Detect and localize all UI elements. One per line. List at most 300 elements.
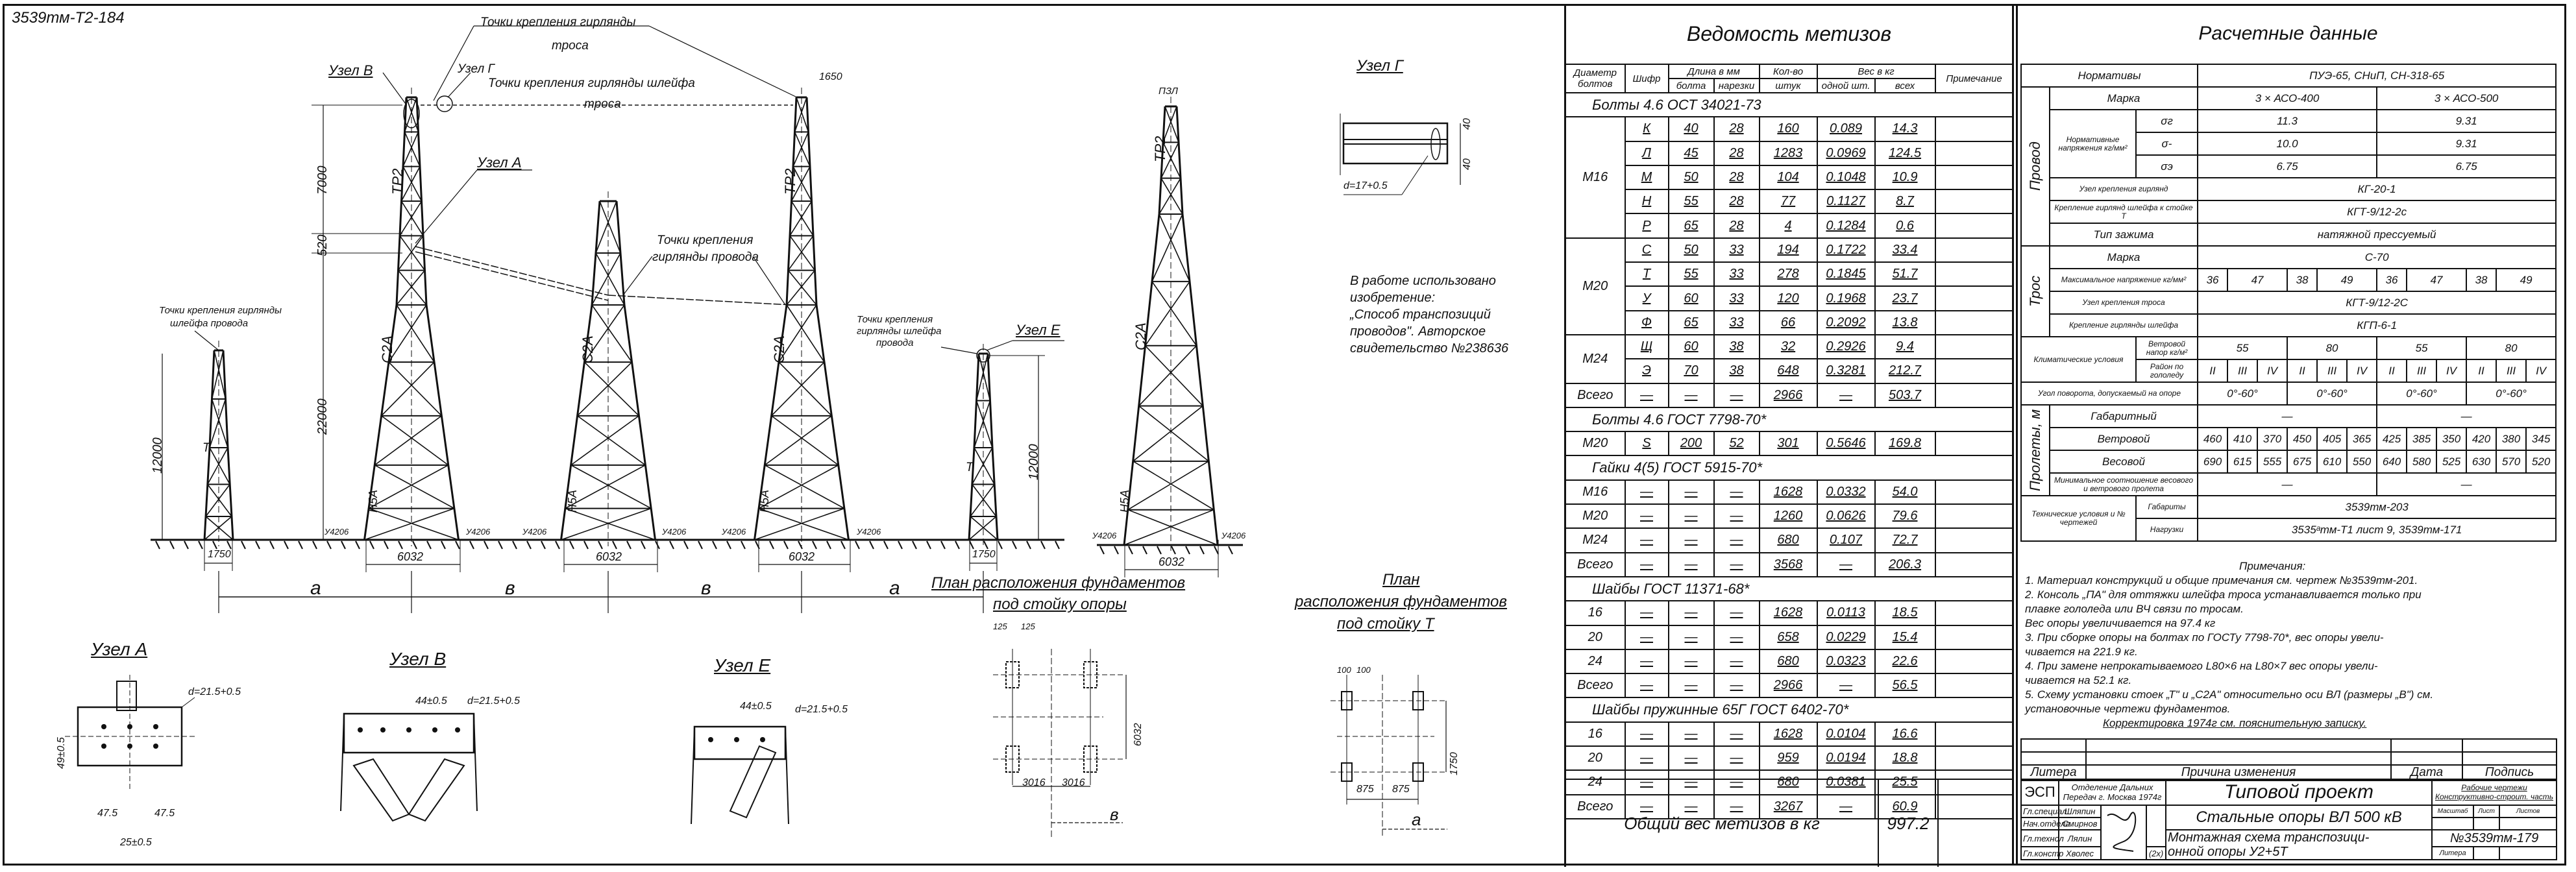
label-climate: Климатические условия xyxy=(2021,337,2136,382)
cell-note xyxy=(1935,673,2013,697)
tower-brace xyxy=(1139,406,1209,461)
tower-leg xyxy=(755,97,797,540)
tower-brace xyxy=(1133,406,1203,461)
cell-unit-weight: 0.1968 xyxy=(1817,286,1875,310)
detail-b-brace xyxy=(409,759,464,821)
bolt-hole xyxy=(358,727,363,733)
span-b: в xyxy=(701,577,711,599)
cell-unit-weight: 0.089 xyxy=(1817,117,1875,141)
value-wind-span: 365 xyxy=(2347,428,2377,450)
cell-thread-length: — xyxy=(1714,722,1760,746)
plan2-title-3: под стойку Т xyxy=(1337,615,1434,633)
value-gabarity: 3539тм-203 xyxy=(2198,496,2556,518)
cell-code: К xyxy=(1625,117,1669,141)
ground-hatch xyxy=(1012,541,1016,549)
dim-22000: 22000 xyxy=(315,398,330,435)
ground-hatch xyxy=(284,541,288,549)
value-min-ratio: — xyxy=(2377,473,2556,496)
bolt-hole xyxy=(455,727,460,733)
value-angle: 0°-60° xyxy=(2287,382,2377,405)
cell-unit-weight: — xyxy=(1817,383,1875,407)
label-node-e: Узел Е xyxy=(1016,322,1061,338)
pitch-dim: 44±0.5 xyxy=(740,701,772,712)
cell-code: Т xyxy=(1625,262,1669,286)
ground-hatch xyxy=(670,541,674,549)
label-tross-points: Точки крепления гирлянды xyxy=(480,16,636,29)
label-tp2: ТР2 xyxy=(389,168,406,195)
value-weight-span: 580 xyxy=(2407,450,2436,473)
cell-code: — xyxy=(1625,504,1669,528)
value-ice-region: III xyxy=(2227,359,2257,382)
notes-correction: Корректировка 1974г см. пояснительную записку. xyxy=(2103,717,2367,729)
label-tech-conditions: Технические условия и № чертежей xyxy=(2021,496,2136,541)
header-one: одной шт. xyxy=(1817,79,1875,93)
cell-diameter: М16 xyxy=(1565,117,1625,237)
invention-note xyxy=(1350,272,1508,357)
detail-b-leg xyxy=(341,714,344,811)
ground-hatch xyxy=(784,541,788,549)
table-row xyxy=(1565,117,2013,141)
cell-total-weight: 15.4 xyxy=(1875,625,1935,649)
ground-hatch xyxy=(370,541,374,549)
cell-code: Э xyxy=(1625,359,1669,383)
label-sigma: σ- xyxy=(2136,132,2198,155)
dim-1750: 1750 xyxy=(208,549,231,560)
ground-hatch xyxy=(1186,546,1190,554)
cell-total-weight: 13.8 xyxy=(1875,311,1935,335)
label-n5a: Н5А xyxy=(758,489,771,513)
tower-leg xyxy=(807,97,849,540)
cell-thread-length: — xyxy=(1714,553,1760,577)
bolt-hole xyxy=(760,737,765,742)
label-node-v: Узел В xyxy=(328,62,373,79)
cell-qty: 1628 xyxy=(1760,480,1817,504)
dim-875: 875 xyxy=(1392,784,1410,795)
detail-e-plate xyxy=(694,727,785,759)
ground-hatch xyxy=(399,541,402,549)
node-g-marker xyxy=(437,96,452,112)
ground-hatch xyxy=(1129,546,1133,554)
ground-hatch xyxy=(427,541,431,549)
pitch-dim: 44±0.5 xyxy=(415,696,447,707)
value-angle: 0°-60° xyxy=(2466,382,2556,405)
note-line: Вес опоры увеличивается на 97.4 кг xyxy=(2025,617,2216,629)
tower-leg xyxy=(561,201,600,540)
tower-leg xyxy=(417,97,459,540)
ground-hatch xyxy=(884,541,888,549)
cell-diameter: М16 xyxy=(1565,480,1625,504)
ground-hatch xyxy=(470,541,474,549)
cell-diameter: М20 xyxy=(1565,504,1625,528)
ground-hatch xyxy=(313,541,317,549)
label-sigma: σэ xyxy=(2136,155,2198,178)
tower-brace xyxy=(374,416,441,465)
ground-hatch xyxy=(841,541,845,549)
cell-diameter: М24 xyxy=(1565,528,1625,552)
ground-hatch xyxy=(327,541,331,549)
label-loads: Нагрузки xyxy=(2136,518,2198,541)
cell-thread-length: 38 xyxy=(1714,359,1760,383)
tower-brace xyxy=(578,362,632,416)
header-code: Шифр xyxy=(1625,64,1669,93)
label-t2-points: Точки крепления xyxy=(857,314,933,325)
cell-total-weight: 169.8 xyxy=(1875,431,1935,455)
tower-brace xyxy=(787,305,824,362)
tower-brace xyxy=(787,271,815,305)
ground-hatch xyxy=(1114,546,1118,554)
tower-brace xyxy=(397,305,434,362)
header-all: всех xyxy=(1875,79,1935,93)
leader-line xyxy=(941,347,977,354)
bolt-hole xyxy=(153,724,158,729)
cell-total-weight: 14.3 xyxy=(1875,117,1935,141)
value-weight-span: 555 xyxy=(2257,450,2287,473)
value-ice-region: III xyxy=(2317,359,2347,382)
cell-total-weight: 54.0 xyxy=(1875,480,1935,504)
cell-total-weight: 72.7 xyxy=(1875,528,1935,552)
tower-brace xyxy=(790,236,815,270)
value-wind-pressure: 55 xyxy=(2198,337,2287,359)
label-sigma: σг xyxy=(2136,110,2198,132)
design-data-title: Расчетные данные xyxy=(2198,23,2378,44)
cell-thread-length: 28 xyxy=(1714,141,1760,165)
ground-hatch xyxy=(356,541,360,549)
dim-12000: 12000 xyxy=(151,437,165,474)
foundation-mark: У4206 xyxy=(466,527,491,537)
dim-6032: 6032 xyxy=(1133,723,1144,746)
value-max-stress: 47 xyxy=(2227,269,2287,291)
cell-qty: 2966 xyxy=(1760,673,1817,697)
cell-note xyxy=(1935,601,2013,625)
dim-6032: 6032 xyxy=(397,550,424,563)
header-note: Примечание xyxy=(1935,64,2013,93)
detail-e-leg xyxy=(691,727,694,824)
cell-unit-weight: 0.0626 xyxy=(1817,504,1875,528)
label-tp2: ТР2 xyxy=(1152,136,1168,162)
tower-brace xyxy=(765,416,831,465)
cell-thread-length: — xyxy=(1714,770,1760,794)
cell-thread-length: 28 xyxy=(1714,213,1760,237)
value-wind-span: 410 xyxy=(2227,428,2257,450)
value-wind-span: 420 xyxy=(2466,428,2496,450)
table-row xyxy=(1565,480,2013,504)
value-wind-span: 405 xyxy=(2317,428,2347,450)
tower-brace xyxy=(972,484,996,516)
sheets-label: Листов xyxy=(2499,805,2557,818)
cell-note xyxy=(1935,649,2013,673)
value-weight-span: 640 xyxy=(2377,450,2407,473)
table-row xyxy=(1565,722,2013,746)
cell-total-weight: 8.7 xyxy=(1875,189,1935,213)
value-loop-garland: КГТ-9/12-2с xyxy=(2198,200,2556,223)
cell-bolt-length: — xyxy=(1669,746,1714,770)
cell-bolt-length: 50 xyxy=(1669,238,1714,262)
label-t2-points-3: провода xyxy=(876,337,914,348)
invention-line: В работе использовано xyxy=(1350,274,1496,288)
cell-code: — xyxy=(1625,795,1669,819)
ground-hatch xyxy=(384,541,388,549)
sheet-code: 3539тм-Т2-184 xyxy=(12,9,125,27)
ground-hatch xyxy=(456,541,460,549)
name: Хволес xyxy=(2059,847,2101,860)
tower-brace xyxy=(759,509,848,540)
value-ice-region: II xyxy=(2466,359,2496,382)
ground-hatch xyxy=(955,541,959,549)
cell-diameter: Всего xyxy=(1565,553,1625,577)
span-a: а xyxy=(310,577,321,599)
cell-qty: 278 xyxy=(1760,262,1817,286)
title-block xyxy=(2020,779,2556,860)
cell-total-weight: 10.9 xyxy=(1875,165,1935,189)
value-wind-pressure: 80 xyxy=(2466,337,2556,359)
cell-qty: 680 xyxy=(1760,770,1817,794)
label-tross-points-2: троса xyxy=(552,39,589,53)
table-row xyxy=(2021,473,2556,496)
cell-bolt-length: 65 xyxy=(1669,311,1714,335)
table-row xyxy=(2021,337,2556,359)
dim-1750: 1750 xyxy=(1449,752,1460,775)
table-row xyxy=(1565,553,2013,577)
ground-hatch xyxy=(913,541,916,549)
cell-thread-length: — xyxy=(1714,528,1760,552)
header-qty: Кол-во xyxy=(1760,64,1817,79)
cell-thread-length: — xyxy=(1714,383,1760,407)
plan-a: а xyxy=(1412,810,1421,829)
note-line: 2. Консоль „ПА" для оттяжки шлейфа троса устанавливается только при xyxy=(2025,588,2422,601)
hole-dim: d=21.5+0.5 xyxy=(188,686,241,697)
value-wind-pressure: 55 xyxy=(2377,337,2466,359)
cell-qty: 680 xyxy=(1760,528,1817,552)
cell-unit-weight: 0.1048 xyxy=(1817,165,1875,189)
cell-code: М xyxy=(1625,165,1669,189)
signature-scribble xyxy=(2104,809,2143,854)
cell-code: Ф xyxy=(1625,311,1669,335)
total-weight-label: Общий вес метизов в кг xyxy=(1566,780,1879,867)
role: Гл.констр xyxy=(2021,847,2059,860)
table-row xyxy=(1565,238,2013,262)
label-t2-points-2: гирлянды шлейфа xyxy=(857,326,942,337)
value-wire-2: 3 × АСО-500 xyxy=(2377,87,2556,110)
cell-thread-length: — xyxy=(1714,601,1760,625)
ground-hatch xyxy=(970,541,974,549)
cell-unit-weight: — xyxy=(1817,795,1875,819)
leader-line xyxy=(195,331,219,350)
cell-bolt-length: — xyxy=(1669,383,1714,407)
total-weight-value: 997.2 xyxy=(1879,780,1939,867)
cell-bolt-length: — xyxy=(1669,722,1714,746)
cell-diameter: М20 xyxy=(1565,431,1625,455)
cell-unit-weight: 0.3281 xyxy=(1817,359,1875,383)
value-weight-span: 615 xyxy=(2227,450,2257,473)
invention-line: изобретение: xyxy=(1350,291,1436,305)
label-clamp: Тип зажима xyxy=(2050,223,2198,246)
tower-brace xyxy=(779,362,831,416)
dim-520: 520 xyxy=(315,234,330,256)
dim-25: 25±0.5 xyxy=(120,837,152,848)
cell-qty: 120 xyxy=(1760,286,1817,310)
ground-hatch xyxy=(741,541,745,549)
org-code: ЭСП xyxy=(2021,779,2059,805)
cell-note xyxy=(1935,528,2013,552)
cell-qty: 1628 xyxy=(1760,722,1817,746)
tower-brace xyxy=(970,516,998,540)
changes-block xyxy=(2020,738,2556,781)
tower-brace xyxy=(208,484,232,516)
dim-1750: 1750 xyxy=(972,549,996,560)
bolt-hole xyxy=(380,727,386,733)
wire-line xyxy=(415,247,608,295)
value-wind-span: 460 xyxy=(2198,428,2227,450)
table-row xyxy=(2021,382,2556,405)
ground-hatch xyxy=(556,541,559,549)
table-row xyxy=(2021,110,2556,132)
cell-qty: 77 xyxy=(1760,189,1817,213)
name: Лялин xyxy=(2059,830,2101,847)
cell-qty: 648 xyxy=(1760,359,1817,383)
note-line: 3. При сборке опоры на болтах по ГОСТу 7798-70*, вес опоры увели- xyxy=(2025,631,2384,644)
cell-thread-length: 28 xyxy=(1714,117,1760,141)
table-row xyxy=(1565,601,2013,625)
tower-brace xyxy=(1124,510,1214,545)
invention-line: „Способ транспозиций xyxy=(1350,308,1491,322)
detail-e-brace xyxy=(730,746,776,818)
plan1-title: План расположения фундаментов xyxy=(931,574,1186,592)
tower-leg xyxy=(365,97,407,540)
ground-hatch xyxy=(713,541,717,549)
label-loop-points: Точки крепления гирлянды шлейфа xyxy=(488,77,695,90)
leader-line xyxy=(415,170,477,243)
cell-note xyxy=(1935,553,2013,577)
section-title: Шайбы пружинные 65Г ГОСТ 6402-70* xyxy=(1565,697,2013,721)
tower-brace xyxy=(399,271,427,305)
label-tross-brand: Марка xyxy=(2050,246,2198,269)
dim-12000: 12000 xyxy=(1027,444,1041,480)
cell-unit-weight: 0.2926 xyxy=(1817,335,1875,359)
value-max-stress: 36 xyxy=(2198,269,2227,291)
label-wind-span: Ветровой xyxy=(2050,428,2198,450)
cell-thread-length: 28 xyxy=(1714,165,1760,189)
ground-hatch xyxy=(299,541,302,549)
ground-hatch xyxy=(1100,546,1104,554)
dim-47-5: 47.5 xyxy=(97,808,118,819)
cell-code: Л xyxy=(1625,141,1669,165)
label-node-a: Узел А xyxy=(477,154,522,171)
cell-code: — xyxy=(1625,722,1669,746)
ground-hatch xyxy=(413,541,417,549)
cell-unit-weight: 0.0969 xyxy=(1817,141,1875,165)
foundation-mark: У4206 xyxy=(722,527,746,537)
note-line: 5. Схему установки стоек „Т" и „С2А" относительно оси ВЛ (размеры „В") см. xyxy=(2025,688,2434,701)
tower-brace xyxy=(972,448,992,484)
tower-brace xyxy=(382,416,448,465)
cell-thread-length: — xyxy=(1714,480,1760,504)
value-ice-region: III xyxy=(2496,359,2526,382)
cell-note xyxy=(1935,117,2013,141)
tower-brace xyxy=(1128,510,1218,545)
sheet-title-line: онной опоры У2+5Т xyxy=(2168,845,2288,859)
cell-bolt-length: 200 xyxy=(1669,431,1714,455)
tower-brace xyxy=(565,509,656,540)
table-row xyxy=(2021,246,2556,269)
cell-qty: 301 xyxy=(1760,431,1817,455)
cell-thread-length: 33 xyxy=(1714,262,1760,286)
value-node-garland: КГ-20-1 xyxy=(2198,178,2556,200)
tower-brace xyxy=(204,516,232,540)
plan-b: в xyxy=(1110,805,1119,824)
value-weight-span: 525 xyxy=(2436,450,2466,473)
changes-reason: Причина изменения xyxy=(2086,765,2391,781)
cell-bolt-length: 50 xyxy=(1669,165,1714,189)
value-sigma: 9.31 xyxy=(2377,132,2556,155)
table-row xyxy=(2021,428,2556,450)
label-c2a: С2А xyxy=(580,335,596,363)
cell-qty: 959 xyxy=(1760,746,1817,770)
changes-date: Дата xyxy=(2391,765,2462,781)
cell-thread-length: — xyxy=(1714,625,1760,649)
cell-bolt-length: 40 xyxy=(1669,117,1714,141)
foundation-mark: У4206 xyxy=(522,527,547,537)
cell-total-weight: 206.3 xyxy=(1875,553,1935,577)
table-row xyxy=(2021,64,2556,87)
cell-bolt-length: 55 xyxy=(1669,189,1714,213)
note-line: плавке гололеда или ВЧ связи по тросам. xyxy=(2025,603,2244,615)
value-wind-span: 370 xyxy=(2257,428,2287,450)
cell-qty: 2966 xyxy=(1760,383,1817,407)
ground-hatch xyxy=(541,541,545,549)
cell-bolt-length: — xyxy=(1669,480,1714,504)
cell-total-weight: 79.6 xyxy=(1875,504,1935,528)
subject: Стальные опоры ВЛ 500 кВ xyxy=(2166,805,2432,830)
dim-100: 100 xyxy=(1356,665,1371,675)
header-diameter: Диаметр болтов xyxy=(1565,64,1625,93)
ground-hatch xyxy=(855,541,859,549)
ground-hatch xyxy=(598,541,602,549)
value-angle: 0°-60° xyxy=(2377,382,2466,405)
section-row xyxy=(1565,455,2013,479)
cell-code: — xyxy=(1625,746,1669,770)
tower-brace xyxy=(755,509,844,540)
value-ice-region: III xyxy=(2407,359,2436,382)
ground-hatch xyxy=(1214,546,1218,554)
tower-brace xyxy=(1159,214,1190,282)
notes xyxy=(2025,559,2557,731)
header-bolt: болта xyxy=(1669,79,1714,93)
cell-unit-weight: 0.1845 xyxy=(1817,262,1875,286)
cell-unit-weight: 0.0104 xyxy=(1817,722,1875,746)
value-wind-span: 450 xyxy=(2287,428,2317,450)
table-row xyxy=(1565,335,2013,359)
cell-thread-length: — xyxy=(1714,795,1760,819)
cell-total-weight: 18.8 xyxy=(1875,746,1935,770)
leader-line xyxy=(182,697,195,707)
cell-bolt-length: — xyxy=(1669,553,1714,577)
dim-49: 49±0.5 xyxy=(56,737,67,769)
detail-node-g-title: Узел Г xyxy=(1356,57,1403,75)
cell-qty: 1260 xyxy=(1760,504,1817,528)
value-weight-span: 610 xyxy=(2317,450,2347,473)
cell-bolt-length: — xyxy=(1669,504,1714,528)
value-max-stress: 38 xyxy=(2466,269,2496,291)
table-row xyxy=(1565,213,2013,237)
bolt-hole xyxy=(432,727,437,733)
cell-note xyxy=(1935,189,2013,213)
tower-brace xyxy=(974,448,994,484)
ground-hatch xyxy=(1027,541,1031,549)
table-row xyxy=(2021,269,2556,291)
cell-qty: 160 xyxy=(1760,117,1817,141)
cell-qty: 66 xyxy=(1760,311,1817,335)
design-data-table xyxy=(2020,64,2557,542)
